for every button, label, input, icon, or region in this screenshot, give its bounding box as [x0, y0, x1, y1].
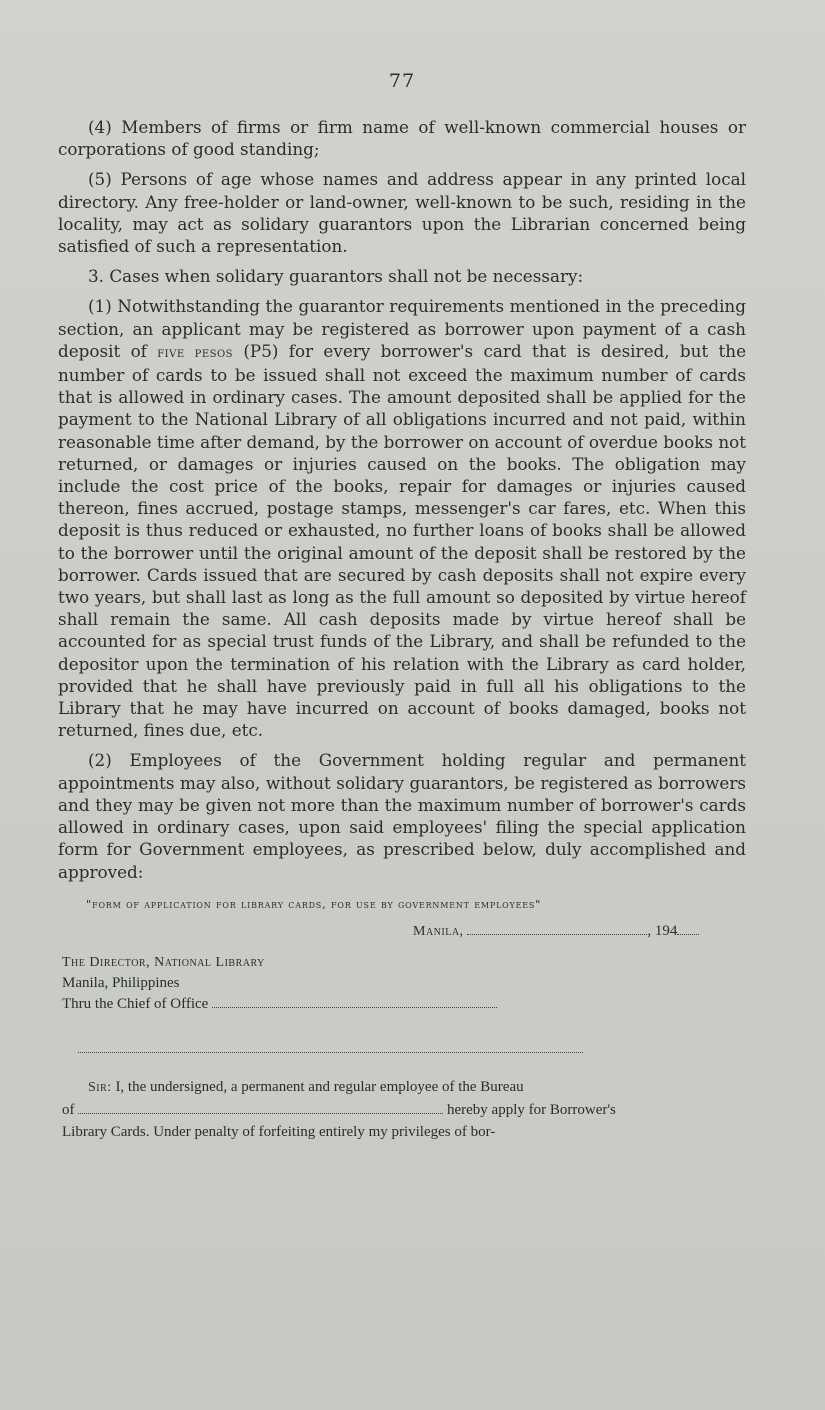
- form-body-1: I, the undersigned, a permanent and regular employee of the Bureau: [115, 1078, 524, 1095]
- of-label: of: [62, 1101, 75, 1118]
- blank-dotted-line: [78, 1051, 583, 1053]
- page-number: 77: [388, 70, 416, 92]
- form-body-2: hereby apply for Borrower's: [447, 1101, 616, 1118]
- paragraph-4: (4) Members of firms or firm name of well-known commercial houses or corporations of good standing;: [58, 117, 746, 160]
- bureau-blank: [78, 1112, 443, 1114]
- addressee-block: [62, 952, 746, 1015]
- thru-label: Thru the Chief of Office: [62, 995, 209, 1012]
- place-label: Manila,: [413, 923, 464, 939]
- year-label: 194: [654, 922, 678, 939]
- form-body-3: Library Cards. Under penalty of forfeiting entirely my privileges of bor-: [62, 1123, 496, 1140]
- bureau-line: [62, 1099, 746, 1121]
- thru-line: [62, 994, 746, 1015]
- date-blank: [467, 933, 647, 935]
- addressee-line-2: Manila, Philippines: [62, 974, 180, 991]
- five-pesos-smallcaps: five pesos: [157, 344, 234, 361]
- sir-salutation: Sir:: [88, 1079, 112, 1095]
- addressee-line-1: The Director, National Library: [62, 954, 265, 970]
- paragraph-5: (5) Persons of age whose names and address appear in any printed local directory. Any free-holder or land-owner, well-known to be such, residing in the locality, may act as solidary guarantors upon the Librarian concerned being satisfied of such a representation.: [58, 169, 746, 257]
- date-line: Manila, , 194: [413, 923, 746, 940]
- signature-blank-line: [78, 1041, 746, 1058]
- chief-of-office-blank: [212, 1006, 497, 1008]
- sir-line-1: [62, 1076, 746, 1099]
- application-form: [58, 923, 746, 1143]
- paragraph-1-part-a: (1) Notwithstanding the guarantor requirements mentioned in the preceding section, an applicant may be registered as borrower upon payment of a cash deposit of: [58, 296, 746, 361]
- section-3-heading: 3. Cases when solidary guarantors shall not be necessary:: [88, 266, 584, 287]
- text-block: [58, 70, 746, 1143]
- form-title: "form of application for library cards, for use by government employees": [86, 896, 542, 911]
- paragraph-2: (2) Employees of the Government holding regular and permanent appointments may also, without solidary guarantors, be registered as borrowers and they may be given not more than the maximum number of borrower's cards allowed in ordinary cases, upon said employees' filing the special application form for Government employees, as prescribed below, duly accomplished and approved:: [58, 750, 746, 882]
- year-blank: [677, 933, 699, 935]
- paragraph-1: [58, 295, 746, 741]
- paragraph-1-part-b: (P5) for every borrower's card that is desired, but the number of cards to be issued shall not exceed the maximum number of cards that is allowed in ordinary cases. The amount deposited shall be applied for the payment to the National Library of all obligations incurred and not paid, within reasonable time after demand, by the borrower on account of overdue books not returned, or damages or injuries caused on the books. The obligation may include the cost price of the books, repair for damages or injuries caused thereon, fines accrued, postage stamps, messenger's car fares, etc. When this deposit is thus reduced or exhausted, no further loans of books shall be allowed to the borrower until the original amount of the deposit shall be restored by the borrower. Cards issued that are secured by cash deposits shall not expire every two years, but shall last as long as the full amount so deposited by virtue hereof shall remain the same. All cash deposits made by virtue hereof shall be accounted for as special trust funds of the Library, and shall be refunded to the depositor upon the termination of his relation with the Library as card holder, provided that he shall have previously paid in full all his obligations to the Library that he may have incurred on account of books damaged, books not returned, fines due, etc.: [58, 340, 747, 741]
- sir-paragraph: [62, 1076, 746, 1143]
